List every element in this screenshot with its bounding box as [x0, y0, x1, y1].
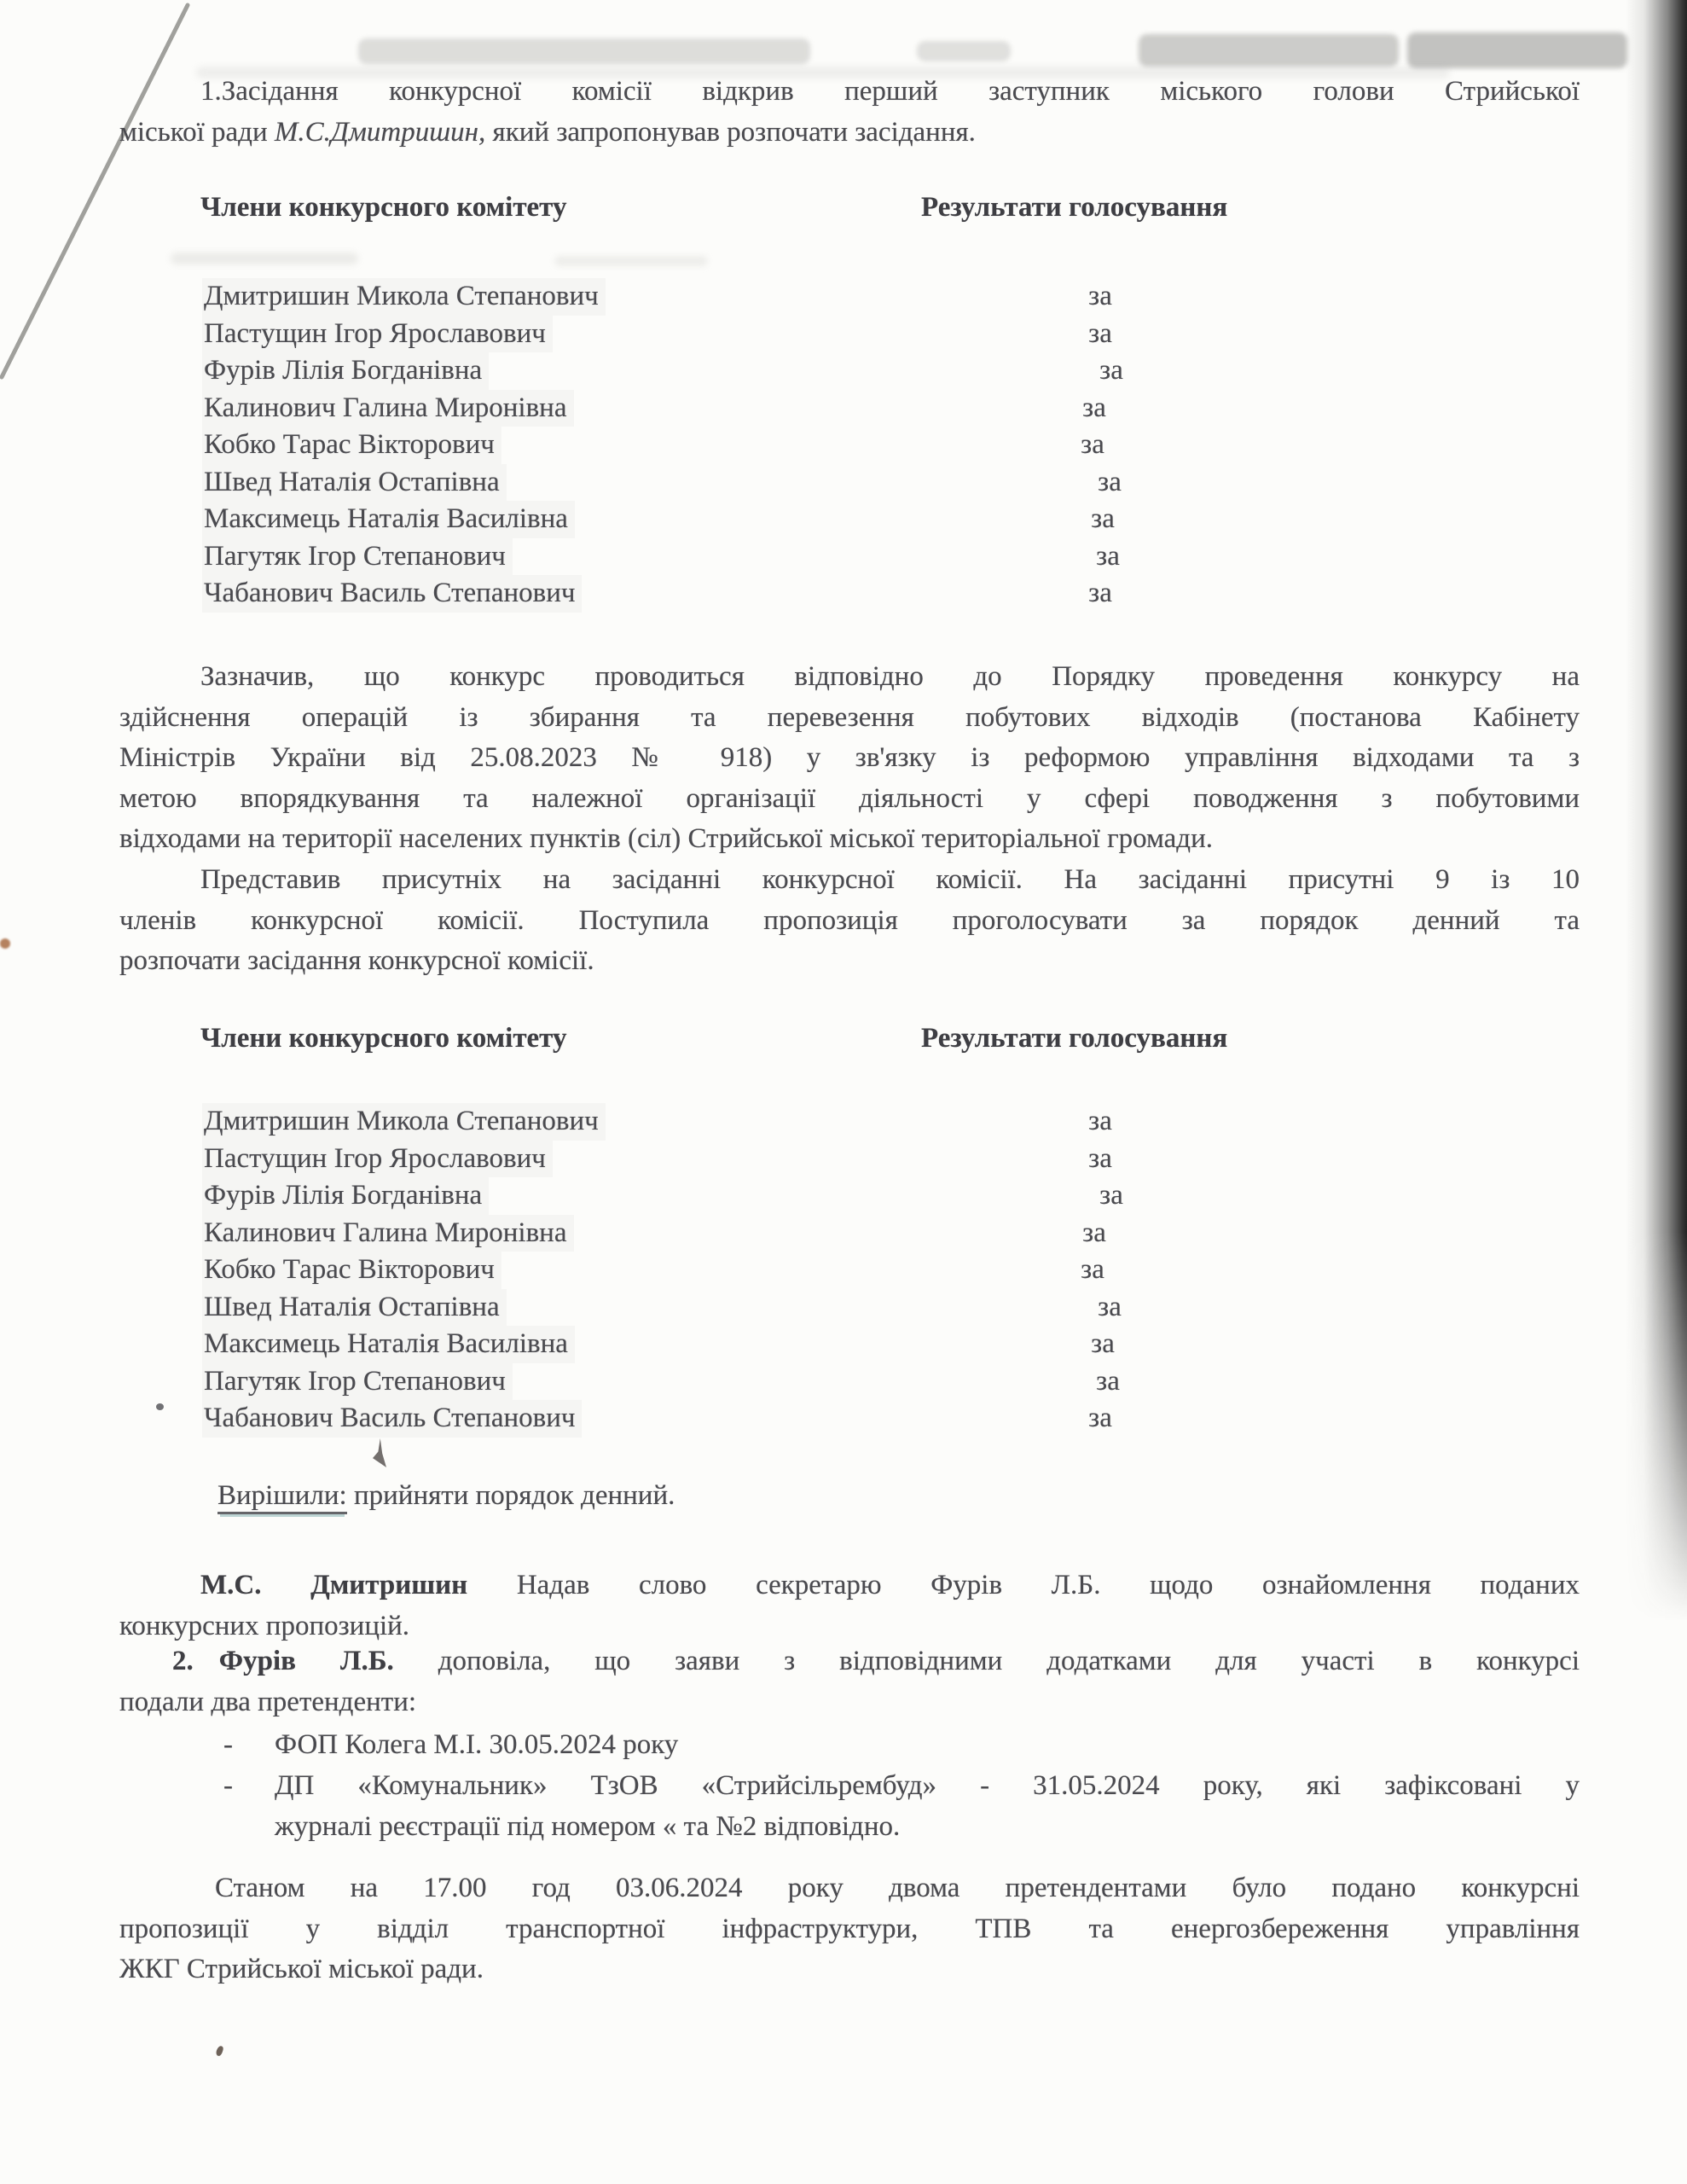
vote-result: за — [1099, 355, 1123, 386]
text-line: розпочати засідання конкурсної комісії. — [119, 945, 594, 976]
vote-result: за — [1081, 429, 1104, 460]
vote-result: за — [1088, 578, 1112, 608]
text-line: ЖКГ Стрийської міської ради. — [119, 1954, 484, 1984]
table-row — [119, 1141, 1580, 1178]
table-row — [119, 390, 1580, 427]
vote-result: за — [1088, 317, 1112, 349]
text-line: відходами на території населених пунктів (сіл) Стрийської міської територіальної громади. — [119, 823, 1214, 854]
text-segment: міської ради — [119, 116, 275, 148]
text-line: ФОП Колега М.І. 30.05.2024 року — [275, 1729, 679, 1760]
text-line: Станом на 17.00 год 03.06.2024 року двома претендентами було подано конкурсні — [215, 1873, 1580, 1903]
table-row — [119, 1177, 1580, 1215]
scan-smudge — [1139, 34, 1399, 67]
vote-result: за — [1091, 1328, 1115, 1359]
member-name: Фурів Лілія Богданівна — [202, 1177, 489, 1215]
table-row — [119, 538, 1580, 576]
member-name: Кобко Тарас Вікторович — [202, 1252, 501, 1289]
scan-smudge — [358, 38, 810, 64]
opening-paragraph — [119, 72, 1580, 153]
table2-rows — [119, 1103, 1580, 1438]
vote-result: за — [1082, 392, 1106, 423]
resolution-text: прийняти порядок денний. — [346, 1480, 675, 1511]
scan-smudge — [171, 253, 358, 264]
table-row — [119, 575, 1580, 613]
text-line — [119, 113, 1580, 154]
member-name: Фурів Лілія Богданівна — [202, 352, 489, 390]
member-name: Калинович Галина Миронівна — [202, 390, 574, 427]
text-line: пропозиції у відділ транспортної інфраструктури, ТПВ та енергозбереження управління — [119, 1913, 1580, 1944]
text-segment: Надав слово секретарю Фурів Л.Б. щодо ознайомлення поданих — [467, 1570, 1580, 1600]
scan-smudge — [917, 41, 1011, 61]
member-name: Пагутяк Ігор Степанович — [202, 1363, 513, 1401]
item2-paragraph — [119, 1641, 1580, 1722]
table1-header-results: Результати голосування — [921, 192, 1228, 223]
pen-mark-icon — [373, 1438, 386, 1467]
text-line — [119, 1565, 1580, 1606]
table-row — [119, 427, 1580, 464]
text-line: подали два претенденти: — [119, 1686, 417, 1717]
member-name: Дмитришин Микола Степанович — [202, 1103, 606, 1141]
applicant-bullet-2 — [223, 1766, 1580, 1847]
table1-header — [119, 189, 1580, 225]
table1-rows — [119, 278, 1580, 613]
table-row — [119, 1252, 1580, 1289]
member-name: Пастущин Ігор Ярославович — [202, 1141, 553, 1178]
scan-smudge — [554, 256, 708, 266]
vote-result: за — [1091, 503, 1115, 534]
person-name-italic: М.С.Дмитришин, — [274, 116, 486, 148]
member-name: Максимець Наталія Василівна — [202, 501, 575, 538]
text-line: конкурсних пропозицій. — [119, 1610, 410, 1641]
vote-result: за — [1096, 1365, 1120, 1397]
ink-speck — [215, 2045, 223, 2057]
speaker-name-bold: Фурів Л.Б. — [218, 1646, 394, 1676]
table-row — [119, 1400, 1580, 1438]
bullet-dash: - — [223, 1770, 233, 1801]
bullet-dash: - — [223, 1729, 233, 1760]
member-name: Пагутяк Ігор Степанович — [202, 538, 513, 576]
member-name: Пастущин Ігор Ярославович — [202, 316, 553, 353]
text-line: Міністрів України від 25.08.2023 № 918) у зв'язку із реформою управління відходами та з — [119, 742, 1580, 773]
table-row — [119, 1103, 1580, 1141]
closing-paragraph — [119, 1868, 1580, 1990]
member-name: Чабанович Василь Степанович — [202, 1400, 582, 1438]
table-row — [119, 278, 1580, 316]
applicant-bullet-1 — [223, 1725, 1580, 1766]
table-row — [119, 1326, 1580, 1363]
table2-header-members: Члени конкурсного комітету — [200, 1023, 567, 1054]
table-row — [119, 316, 1580, 353]
vote-result: за — [1098, 1291, 1122, 1322]
vote-result: за — [1098, 466, 1122, 497]
item-number-bold: 2. — [172, 1646, 194, 1676]
table2-header-results: Результати голосування — [921, 1023, 1228, 1054]
attendance-paragraph — [119, 860, 1580, 982]
member-name: Дмитришин Микола Степанович — [202, 278, 606, 316]
table1-header-members: Члени конкурсного комітету — [200, 192, 567, 223]
scan-edge-shadow — [1626, 0, 1687, 1621]
table2-header — [119, 1020, 1580, 1056]
text-line: ДП «Комунальник» ТзОВ «Стрийсільрембуд» - 31.05.2024 року, які зафіксовані у — [275, 1770, 1580, 1801]
table-row — [119, 1363, 1580, 1401]
text-segment: доповіла, що заяви з відповідними додатками для участі в конкурсі — [393, 1646, 1580, 1676]
vote-result: за — [1088, 1403, 1112, 1433]
member-name: Швед Наталія Остапівна — [202, 464, 507, 502]
vote-result: за — [1081, 1254, 1104, 1285]
vote-result: за — [1088, 281, 1112, 311]
text-line: Зазначив, що конкурс проводиться відповідно до Порядку проведення конкурсу на — [200, 661, 1580, 692]
member-name: Кобко Тарас Вікторович — [202, 427, 501, 464]
table-row — [119, 501, 1580, 538]
text-line: Представив присутніх на засіданні конкурсної комісії. На засіданні присутні 9 із 10 — [200, 864, 1580, 895]
scan-smudge — [1407, 32, 1627, 68]
text-line: членів конкурсної комісії. Поступила пропозиція проголосувати за порядок денний та — [119, 904, 1580, 936]
paper-speck — [0, 938, 10, 949]
member-name: Чабанович Василь Степанович — [202, 575, 582, 613]
text-line: журналі реєстрації під номером « та №2 відповідно. — [275, 1810, 901, 1842]
table-row — [119, 1215, 1580, 1252]
resolution-line — [217, 1476, 675, 1517]
table-row — [119, 1289, 1580, 1327]
vote-result: за — [1096, 540, 1120, 572]
member-name: Калинович Галина Миронівна — [202, 1215, 574, 1252]
procedure-paragraph — [119, 657, 1580, 860]
vote-result: за — [1088, 1142, 1112, 1174]
text-line: здійснення операцій із збирання та перевезення побутових відходів (постанова Кабінету — [119, 701, 1580, 733]
text-line — [119, 1641, 1580, 1682]
vote-result: за — [1099, 1180, 1123, 1211]
table-row — [119, 352, 1580, 390]
text-segment: який запропонував розпочати засідання. — [485, 116, 976, 148]
text-line: метою впорядкування та належної організації діяльності у сфері поводження з побутовими — [119, 782, 1580, 814]
vote-result: за — [1082, 1217, 1106, 1248]
vote-result: за — [1088, 1106, 1112, 1136]
speaker-paragraph — [119, 1565, 1580, 1647]
speaker-name-bold: М.С. Дмитришин — [200, 1570, 468, 1600]
member-name: Швед Наталія Остапівна — [202, 1289, 507, 1327]
resolution-label-underlined: Вирішили: — [217, 1480, 347, 1514]
text-line: 1.Засідання конкурсної комісії відкрив перший заступник міського голови Стрийської — [200, 76, 1580, 107]
member-name: Максимець Наталія Василівна — [202, 1326, 575, 1363]
table-row — [119, 464, 1580, 502]
